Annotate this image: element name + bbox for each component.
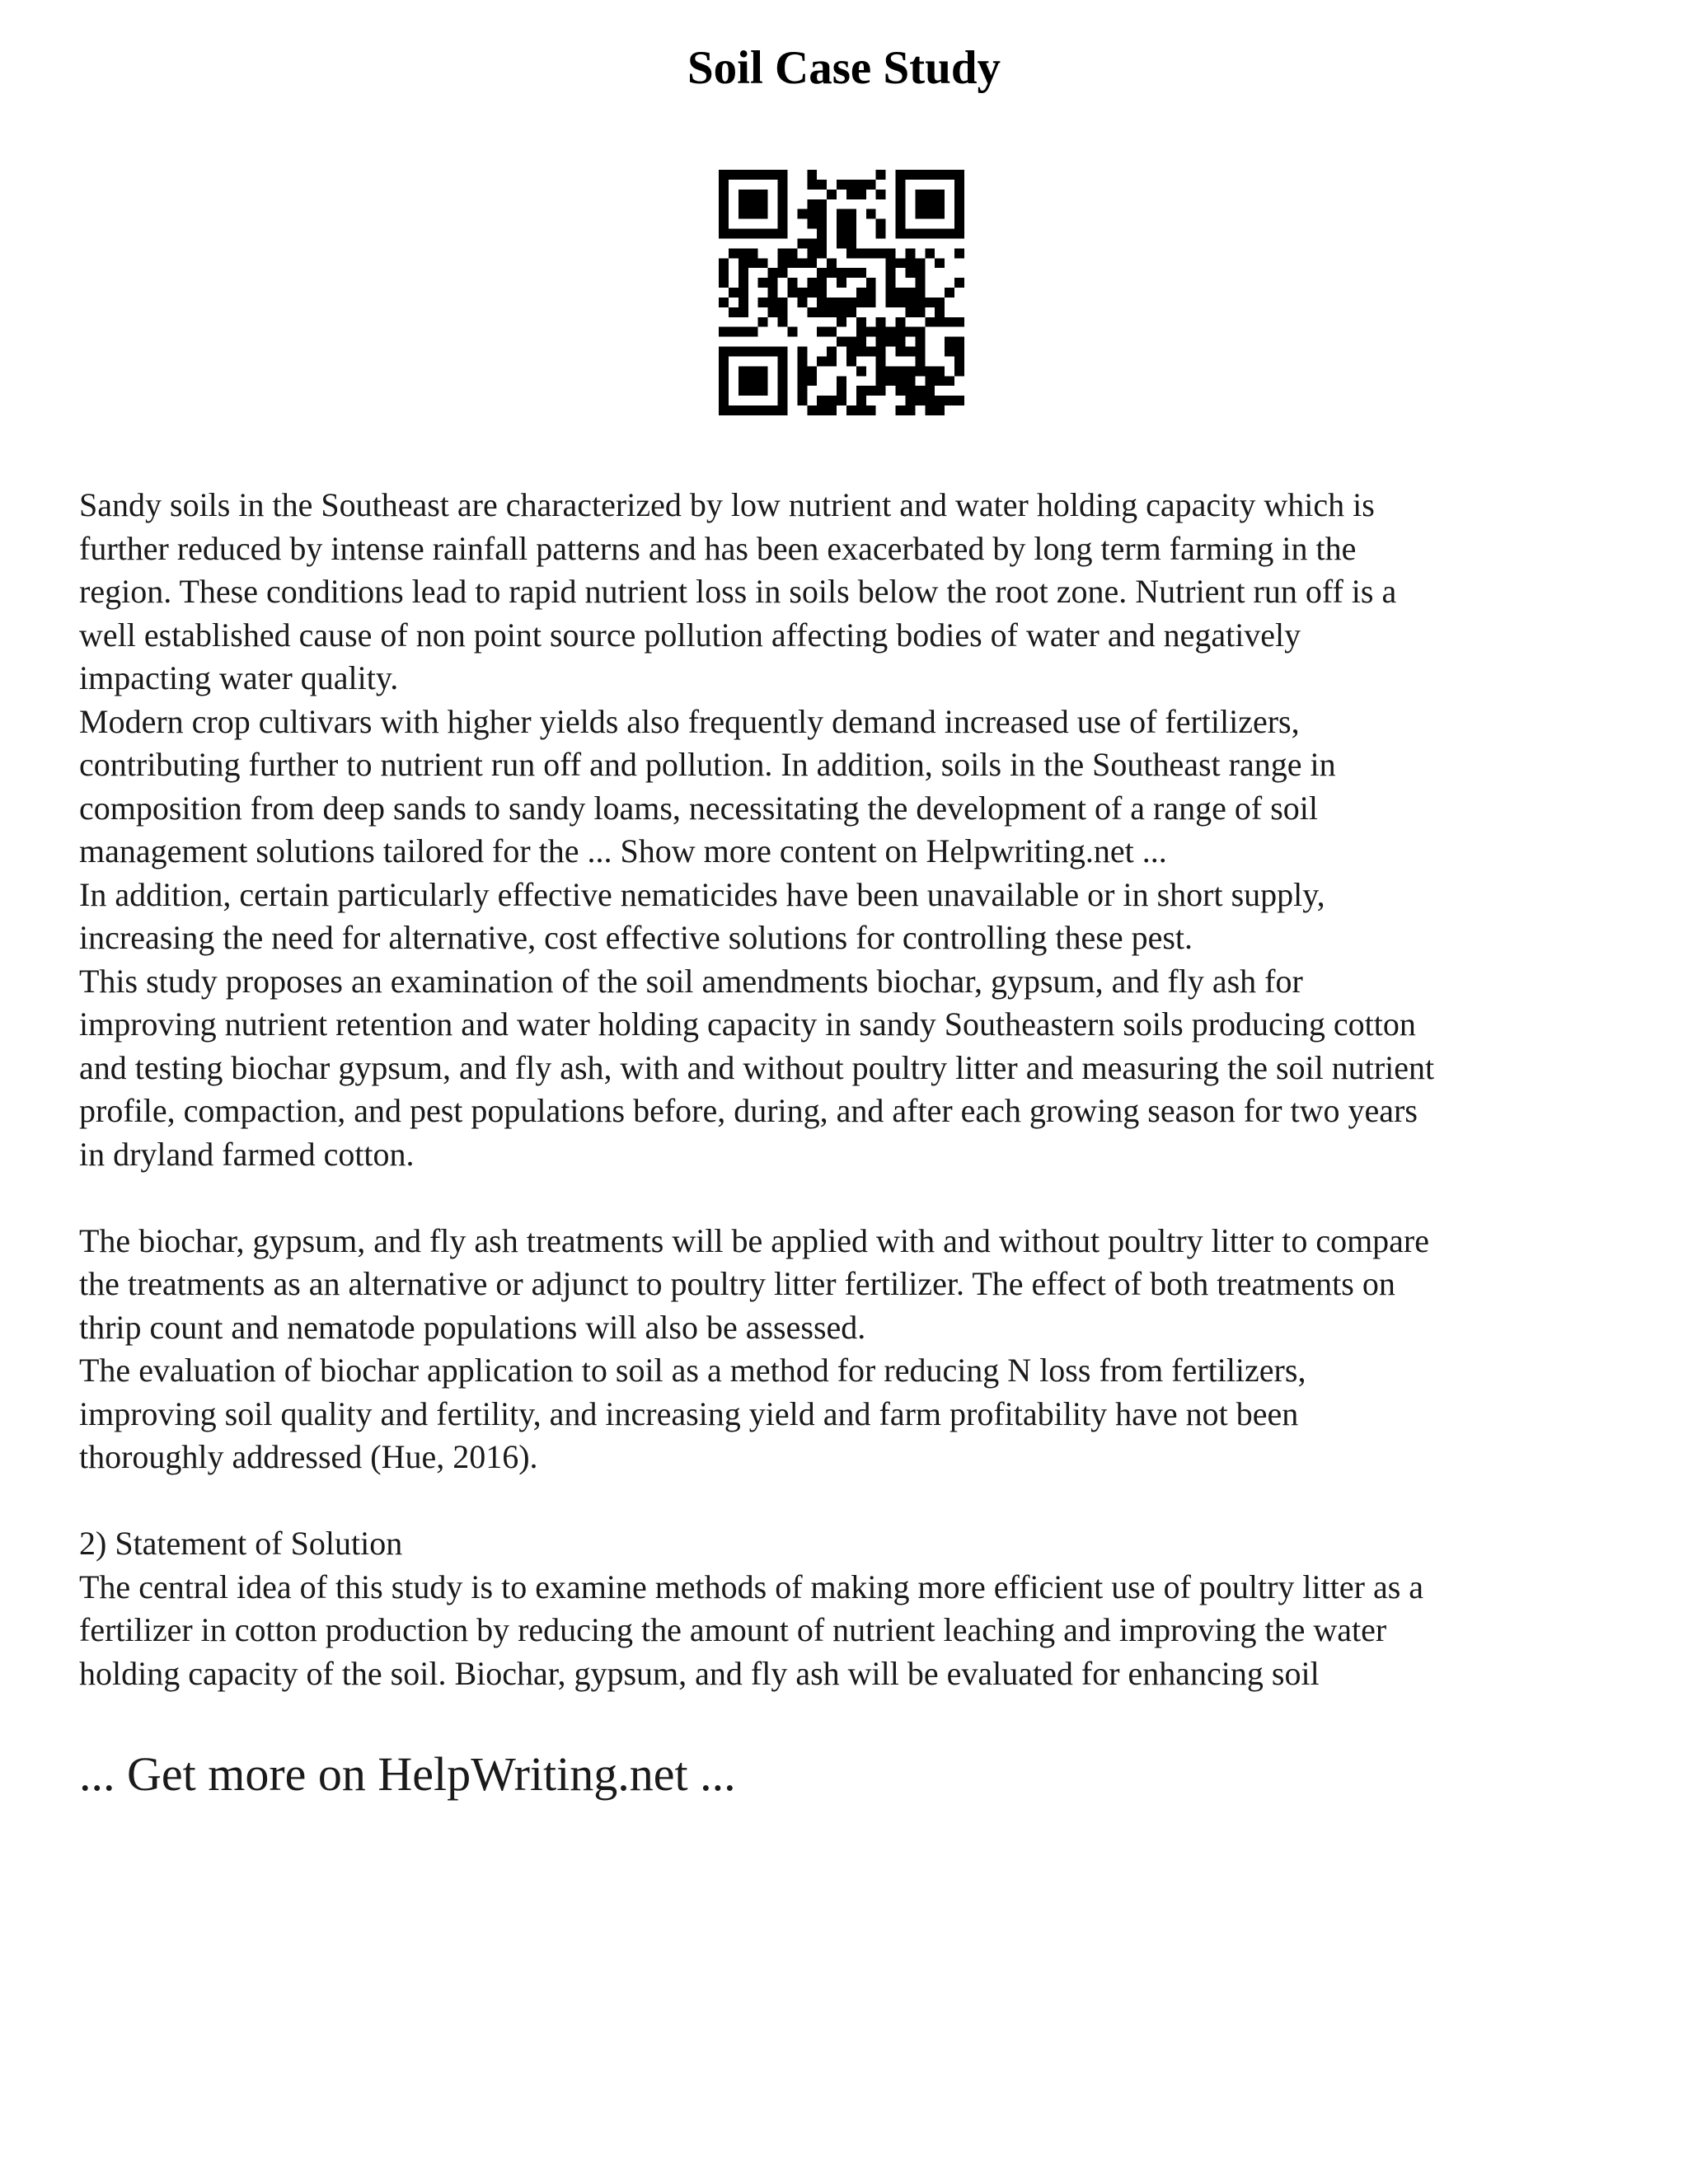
- text-line: In addition, certain particularly effective nematicides have been unavailable or in short supply,: [79, 875, 1325, 913]
- text-line: management solutions tailored for the ... Show more content on Helpwriting.net ...: [79, 832, 1167, 869]
- text-line: Sandy soils in the Southeast are characterized by low nutrient and water holding capacity which is: [79, 486, 1375, 523]
- text-line: improving soil quality and fertility, and increasing yield and farm profitability have not been: [79, 1394, 1299, 1432]
- get-more-link[interactable]: ... Get more on HelpWriting.net ...: [79, 1747, 736, 1801]
- text-line: in dryland farmed cotton.: [79, 1135, 415, 1173]
- text-line: Modern crop cultivars with higher yields also frequently demand increased use of fertilizers,: [79, 702, 1300, 740]
- text-line: increasing the need for alternative, cost effective solutions for controlling these pest.: [79, 919, 1193, 956]
- text-line: and testing biochar gypsum, and fly ash, with and without poultry litter and measuring the soil nutrient: [79, 1048, 1435, 1086]
- article-body: [79, 484, 1629, 1695]
- blank-line: [79, 1176, 1629, 1220]
- text-line: fertilizer in cotton production by reducing the amount of nutrient leaching and improving the water: [79, 1611, 1387, 1648]
- page-title: Soil Case Study: [687, 42, 1001, 94]
- text-line: thrip count and nematode populations will also be assessed.: [79, 1308, 866, 1346]
- text-line: region. These conditions lead to rapid nutrient loss in soils below the root zone. Nutrient run off is a: [79, 573, 1397, 610]
- text-line: further reduced by intense rainfall patterns and has been exacerbated by long term farming in the: [79, 529, 1357, 567]
- text-line: contributing further to nutrient run off and pollution. In addition, soils in the Southeast range in: [79, 746, 1336, 783]
- text-line: the treatments as an alternative or adjunct to poultry litter fertilizer. The effect of both treatments on: [79, 1265, 1395, 1302]
- text-line: This study proposes an examination of the soil amendments biochar, gypsum, and fly ash for: [79, 962, 1303, 1000]
- text-line: well established cause of non point source pollution affecting bodies of water and negatively: [79, 616, 1301, 654]
- text-line: thoroughly addressed (Hue, 2016).: [79, 1438, 538, 1475]
- text-line: 2) Statement of Solution: [79, 1525, 403, 1562]
- text-line: holding capacity of the soil. Biochar, gypsum, and fly ash will be evaluated for enhancing soil: [79, 1654, 1320, 1692]
- text-line: impacting water quality.: [79, 659, 399, 696]
- text-line: profile, compaction, and pest populations before, during, and after each growing season for two years: [79, 1092, 1418, 1129]
- text-line: The central idea of this study is to examine methods of making more efficient use of poultry litter as a: [79, 1568, 1424, 1605]
- text-line: composition from deep sands to sandy loams, necessitating the development of a range of soil: [79, 789, 1318, 827]
- text-line: The evaluation of biochar application to soil as a method for reducing N loss from fertilizers,: [79, 1352, 1306, 1389]
- text-line: improving nutrient retention and water holding capacity in sandy Southeastern soils producing cotton: [79, 1005, 1416, 1043]
- qr-code-icon: [719, 170, 964, 415]
- text-line: The biochar, gypsum, and fly ash treatments will be applied with and without poultry litter to compare: [79, 1221, 1430, 1259]
- blank-line: [79, 1479, 1629, 1523]
